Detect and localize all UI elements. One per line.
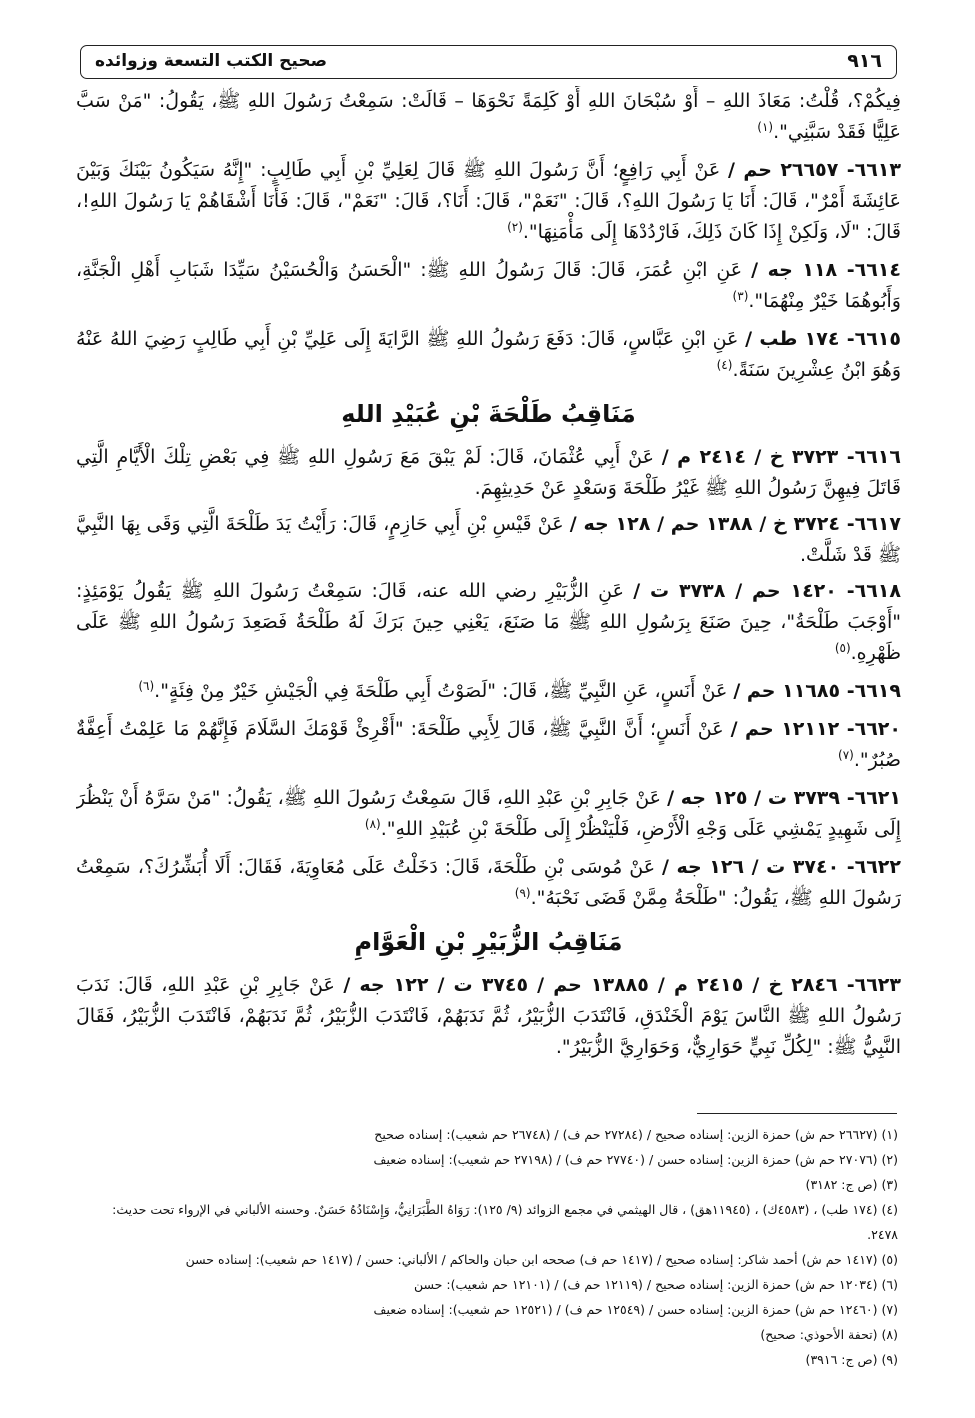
hadith-text: عَنْ أَبِي عُثْمَانَ، قَالَ: لَمْ يَبْقَ مَعَ رَسُولِ اللهِ ﷺ فِي بَعْضِ تِلْكَ الْأَيَّامِ الَّتِي قَاتَلَ فِيهِنَّ رَسُولُ اللهِ ﷺ غَيْرُ طَلْحَةَ وَسَعْدٍ عَنْ حَدِيثِهِمَ. [76,446,901,499]
footnote-number: (٤) [881,1202,898,1217]
footnote-8 [78,1322,898,1347]
footnote-marker: (٣) [732,289,749,303]
book-title: صحيح الكتب التسعة وزوائده [95,51,327,71]
section-heading-talha: مَنَاقِبُ طَلْحَةَ بْنِ عُبَيْدِ اللهِ [341,400,636,428]
hadith-ref: ٦٦١٨- ١٤٢٠ حم / ٣٧٣٨ ت / [633,580,901,602]
hadith-text: عَنْ جَابِرِ بْنِ عَبْدِ اللهِ، قَالَ: نَدَبَ رَسُولُ اللهِ ﷺ النَّاسَ يَوْمَ الْخَنْدَقِ، فَانْتَدَبَ الزُّبَيْرُ، ثُمَّ نَدَبَهُمْ، فَانْتَدَبَ الزُّبَيْرُ، ثُمَّ نَدَبَهُمْ، فَانْتَدَبَ الزُّبَيْرُ، فَقَالَ النَّبِيُّ ﷺ: "لِكُلِّ نَبِيٍّ حَوَارِيٌّ، وَحَوَارِيَّ الزُّبَيْرُ". [76,974,901,1058]
hadith-text: عَنِ ابْنِ عَبَّاسٍ، قَالَ: دَفَعَ رَسُولُ اللهِ ﷺ الرَّايَةَ إِلَى عَلِيِّ بْنِ أَبِي طَالِبٍ رَضِيَ اللهُ عَنْهُ وَهُوَ ابْنُ عِشْرِينَ سَنَةً. [76,328,901,381]
hadith-ref: ٦٦٢٠- ١٢١١٢ حم / [730,718,901,740]
footnote-3 [78,1172,898,1197]
footnote-text: (تحفة الأحوذي: صحيح) [760,1327,878,1342]
footnote-marker: (٤) [716,358,733,372]
footnote-7 [78,1297,898,1322]
hadith-text: عَنْ أَنَسٍ؛ أَنَّ النَّبِيَّ ﷺ، قَالَ لِأَبِي طَلْحَةَ: "أَقْرِئْ قَوْمَكَ السَّلَامَ فَإِنَّهُمْ مَا عَلِمْتُ أَعِفَّةٌ صُبُرٌ". [76,718,901,771]
footnote-text: (١٧٤ طب) ، (٤٥٨٣ك) ، (١١٩٤٥هق) ، قال الهيثمي في مجمع الزوائد (٩/ ١٢٥): رَوَاهُ الطَّبَرَانِيُّ، وَإِسْنَادُهُ حَسَنٌ. وحسنه الألباني في الإرواء تحت حديث: ٢٤٧٨. [112,1202,898,1242]
footnote-text: (١٢٤٦٠ حم ش) حمزة الزين: إسناده حسن / (١٢٥٤٩ حم ف) / (١٢٥٢١ حم شعيب): إسناده ضعيف [373,1302,878,1317]
footnote-marker: (٨) [364,817,381,831]
hadith-text: عَنِ ابْنِ عُمَرَ، قَالَ: قَالَ رَسُولُ اللهِ ﷺ: "الْحَسَنُ وَالْحُسَيْنُ سَيِّدَا شَبَابِ أَهْلِ الْجَنَّةِ، وَأَبُوهُمَا خَيْرٌ مِنْهُمَا". [76,259,901,312]
hadith-6616 [76,442,901,504]
hadith-6622 [76,852,901,916]
hadith-text: عَنْ أَنَسٍ، عَنِ النَّبِيِّ ﷺ، قَالَ: "لَصَوْتُ أَبِي طَلْحَةَ فِي الْجَيْشِ خَيْرٌ مِنْ فِئَةٍ". [154,680,728,702]
hadith-6618 [76,576,901,671]
hadith-text: عَنْ جَابِرِ بْنِ عَبْدِ اللهِ، قَالَ سَمِعْتُ رَسُولَ اللهِ ﷺ، يَقُولُ: "مَنْ سَرَّهُ أَنْ يَنْظُرَ إِلَى شَهِيدٍ يَمْشِي عَلَى وَجْهِ الْأَرْضِ، فَلْيَنْظُرْ إِلَى طَلْحَةَ بْنِ عُبَيْدِ اللهِ". [76,787,901,840]
footnote-9 [78,1347,898,1372]
intro-paragraph [76,86,901,150]
footnote-number: (٨) [881,1327,898,1342]
footnote-marker: (٩) [514,886,531,900]
footnote-separator [697,1113,897,1114]
footnote-number: (٢) [881,1152,898,1167]
footnote-marker: (٦) [138,679,155,693]
hadith-ref: ٦٦٢٣- ٢٨٤٦ خ / ٢٤١٥ م / ١٣٨٨٥ حم / ٣٧٤٥ ت / ١٢٢ جه / [343,974,901,996]
footnote-marker: (١) [757,120,774,134]
hadith-6621 [76,783,901,847]
footnote-text: (ص ج: ٣٩١٦) [805,1352,878,1367]
page-number: ٩١٦ [847,50,882,72]
running-header [80,45,897,79]
hadith-ref: ٦٦٢٢- ٣٧٤٠ ت / ١٢٦ جه / [662,856,901,878]
footnote-4 [78,1197,898,1247]
hadith-ref: ٦٦١٦- ٣٧٢٣ خ / ٢٤١٤ م / [661,446,901,468]
footnote-number: (٦) [881,1277,898,1292]
hadith-ref: ٦٦١٥- ١٧٤ طب / [745,328,901,350]
footnote-text: (ص ج: ٣١٨٢) [805,1177,878,1192]
hadith-ref: ٦٦١٧- ٣٧٢٤ خ / ١٣٨٨ حم / ١٢٨ جه / [569,513,901,535]
hadith-6615 [76,324,901,388]
hadith-text: عَنْ مُوسَى بْنِ طَلْحَةَ، قَالَ: دَخَلْتُ عَلَى مُعَاوِيَةَ، فَقَالَ: أَلَا أُبَشِّرُكَ؟، سَمِعْتُ رَسُولَ اللهِ ﷺ، يَقُولُ: "طَلْحَةُ مِمَّنْ قَضَى نَحْبَهُ". [76,856,901,909]
hadith-text: عَنْ أَبِي رَافِعٍ؛ أَنَّ رَسُولَ اللهِ ﷺ قَالَ لِعَلِيِّ بْنِ أَبِي طَالِبٍ: "إِنَّهُ سَيَكُونُ بَيْنَكَ وَبَيْنَ عَائِشَةَ أَمْرٌ"، قَالَ: أَنَا يَا رَسُولَ اللهِ؟، قَالَ: "نَعَمْ"، قَالَ: أَنَا؟، قَالَ: "نَعَمْ"، قَالَ: فَأَنَا أَشْقَاهُمْ يَا رَسُولَ اللهِ!، قَالَ: "لَا، وَلَكِنْ إِذَا كَانَ ذَلِكَ، فَارْدُدْهَا إِلَى مَأْمَنِهَا". [76,159,901,243]
hadith-ref: ٦٦١٣- ٢٦٦٥٧ حم / [728,159,901,181]
footnote-marker: (٥) [834,641,851,655]
hadith-6617 [76,509,901,571]
hadith-ref: ٦٦١٤- ١١٨ جه / [751,259,901,281]
footnotes [78,1122,898,1372]
footnote-2 [78,1147,898,1172]
footnote-number: (١) [881,1127,898,1142]
footnote-text: (١٤١٧ حم ش) أحمد شاكر: إسناده صحيح / (١٤١٧ حم ف) صححه ابن حبان والحاكم / الألباني: حسن / (١٤١٧ حم شعيب): إسناده حسن [185,1252,878,1267]
hadith-6620 [76,714,901,778]
footnote-number: (٥) [881,1252,898,1267]
hadith-6619 [76,676,901,709]
footnote-6 [78,1272,898,1297]
footnote-number: (٩) [881,1352,898,1367]
hadith-text: عَنْ قَيْسِ بْنِ أَبِي حَازِمٍ، قَالَ: رَأَيْتُ يَدَ طَلْحَةَ الَّتِي وَقَى بِهَا النَّبِيَّ ﷺ قَدْ شَلَّتْ. [76,513,901,566]
section-heading-zubayr: مَنَاقِبُ الزُّبَيْرِ بْنِ الْعَوَّامِ [354,928,623,956]
main-text [76,86,901,1068]
footnote-number: (٧) [881,1302,898,1317]
hadith-ref: ٦٦١٩- ١١٦٨٥ حم / [733,680,901,702]
footnote-marker: (٢) [507,220,523,234]
footnote-marker: (٧) [838,748,854,762]
hadith-6613 [76,155,901,250]
footnote-1 [78,1122,898,1147]
hadith-6623 [76,970,901,1063]
footnote-text: (٢٦٦٢٧ حم ش) حمزة الزين: إسناده صحيح / (٢٧٢٨٤ حم ف) / (٢٦٧٤٨ حم شعيب): إسناده صحيح [374,1127,878,1142]
hadith-text: فِيكُمْ؟، قُلْتُ: مَعَاذَ اللهِ – أَوْ سُبْحَانَ اللهِ أَوْ كَلِمَةً نَحْوَهَا – قَالَتْ: سَمِعْتُ رَسُولَ اللهِ ﷺ، يَقُولُ: "مَنْ سَبَّ عَلِيًّا فَقَدْ سَبَّنِي". [76,90,901,143]
hadith-ref: ٦٦٢١- ٣٧٣٩ ت / ١٢٥ جه / [667,787,901,809]
footnote-text: (٢٧٠٧٦ حم ش) حمزة الزين: إسناده حسن / (٢٧٧٤٠ حم ف) / (٢٧١٩٨ حم شعيب): إسناده ضعيف [373,1152,878,1167]
hadith-6614 [76,255,901,319]
hadith-text: عَنِ الزُّبَيْرِ رضي الله عنه، قَالَ: سَمِعْتُ رَسُولَ اللهِ ﷺ يَقُولُ يَوْمَئِذٍ: "أَوْجَبَ طَلْحَةُ"، حِينَ صَنَعَ بِرَسُولِ اللهِ ﷺ مَا صَنَعَ، يَعْنِي حِينَ بَرَكَ لَهُ طَلْحَةُ فَصَعِدَ رَسُولُ اللهِ ﷺ عَلَى ظَهْرِهِ. [76,580,901,664]
footnote-5 [78,1247,898,1272]
footnote-number: (٣) [881,1177,898,1192]
footnote-text: (١٢٠٣٤ حم ش) حمزة الزين: إسناده صحيح / (١٢١١٩ حم ف) / (١٢١٠١ حم شعيب): حسن [414,1277,878,1292]
